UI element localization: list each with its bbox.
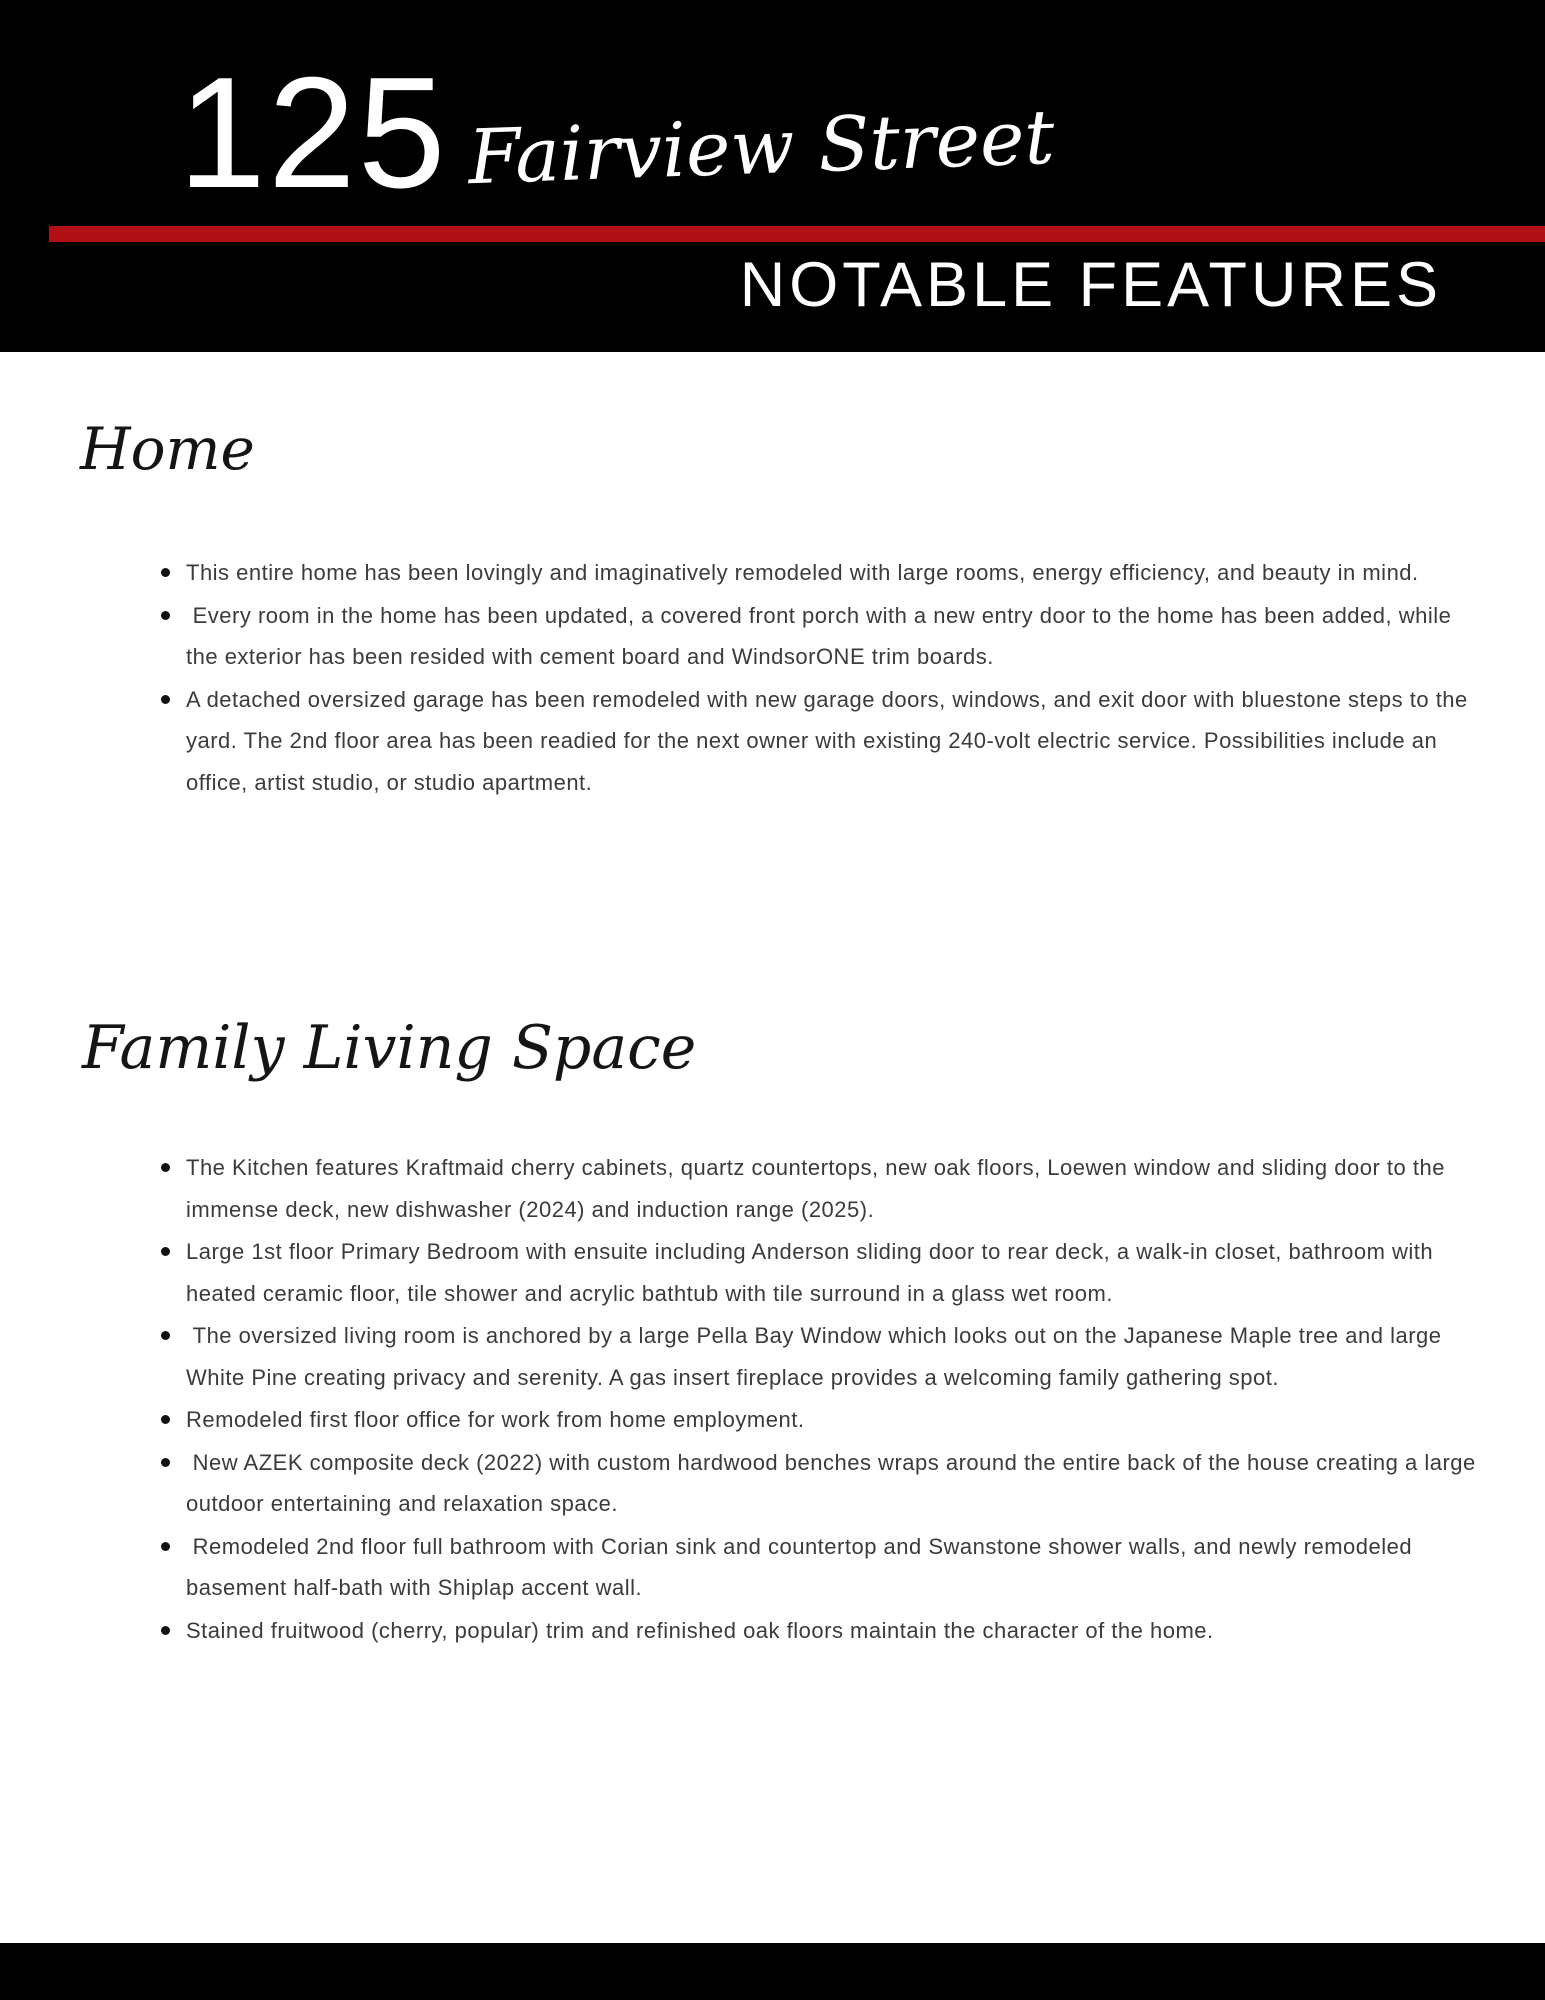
feature-list-family-living-space — [0, 1147, 1483, 1652]
feature-bullet-item: Remodeled 2nd floor full bathroom with Corian sink and countertop and Swanstone shower walls, and newly remodeled basement half-bath with Shiplap accent wall. — [186, 1526, 1476, 1609]
feature-bullet-item: Large 1st floor Primary Bedroom with ensuite including Anderson sliding door to rear deck, a walk-in closet, bathroom with heated ceramic floor, tile shower and acrylic bathtub with tile surround in a glass wet room. — [186, 1231, 1476, 1314]
red-divider-rule — [49, 226, 1545, 242]
feature-bullet-item: The oversized living room is anchored by a large Pella Bay Window which looks out on the Japanese Maple tree and large White Pine creating privacy and serenity. A gas insert fireplace provides a welcoming family gathering spot. — [186, 1315, 1476, 1398]
banner-title: NOTABLE FEATURES — [739, 250, 1442, 320]
section-heading-home: Home — [80, 415, 255, 483]
feature-bullet-item: The Kitchen features Kraftmaid cherry cabinets, quartz countertops, new oak floors, Loewen window and sliding door to the immense deck, new dishwasher (2024) and induction range (2025). — [186, 1147, 1476, 1230]
feature-bullet-item: Remodeled first floor office for work from home employment. — [186, 1399, 1476, 1441]
feature-bullet-item: New AZEK composite deck (2022) with custom hardwood benches wraps around the entire back of the house creating a large outdoor entertaining and relaxation space. — [186, 1442, 1476, 1525]
feature-bullet-item: A detached oversized garage has been remodeled with new garage doors, windows, and exit door with bluestone steps to the yard. The 2nd floor area has been readied for the next owner with existing 240-volt electric service. Possibilities include an office, artist studio, or studio apartment. — [186, 679, 1476, 804]
header-band — [0, 0, 1545, 352]
section-heading-family-living-space: Family Living Space — [82, 1013, 697, 1083]
feature-bullet-item: Stained fruitwood (cherry, popular) trim and refinished oak floors maintain the character of the home. — [186, 1610, 1476, 1652]
footer-band — [0, 1943, 1545, 2000]
street-number: 125 — [178, 45, 448, 221]
feature-list-home — [0, 552, 1476, 804]
street-name: Fairview Street — [466, 92, 1056, 202]
feature-bullet-item: Every room in the home has been updated, a covered front porch with a new entry door to the home has been added, while the exterior has been resided with cement board and WindsorONE trim boards. — [186, 595, 1476, 678]
feature-bullet-item: This entire home has been lovingly and imaginatively remodeled with large rooms, energy efficiency, and beauty in mind. — [186, 552, 1476, 594]
